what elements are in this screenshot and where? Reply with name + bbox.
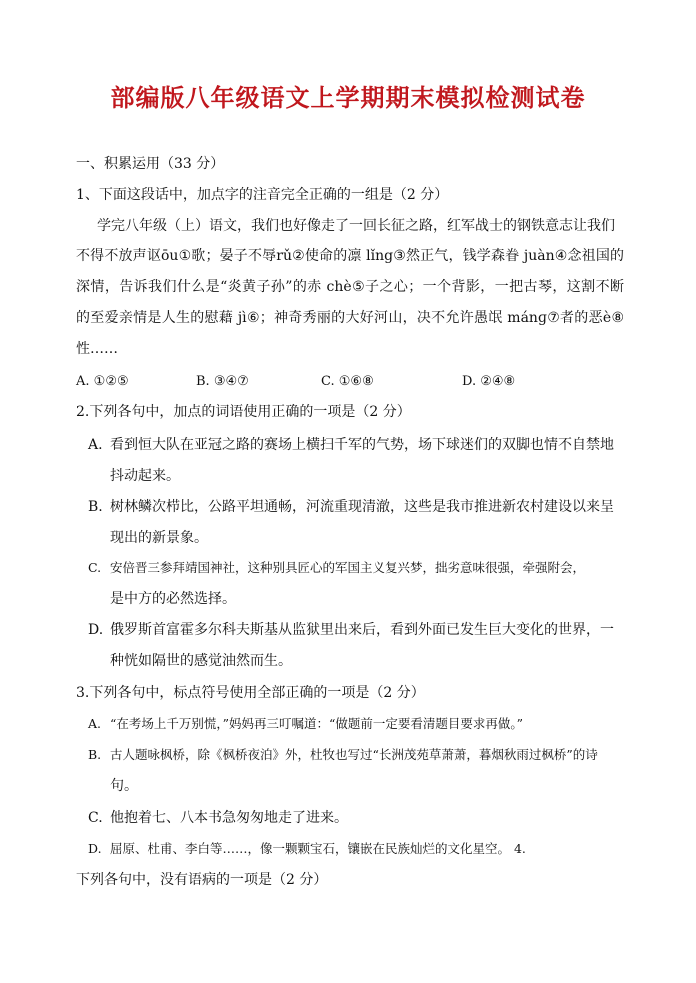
question-2-option-b-line: 现出的新景象。 — [110, 530, 208, 546]
question-1-passage-line: 不得不放声讴ōu①歌；晏子不辱rǔ②使命的凛 lǐng③然正气，钱学森眷 juàn④念祖国的 — [76, 248, 624, 264]
choice-value: ①⑥⑧ — [338, 374, 374, 389]
choice-label: B. — [196, 374, 210, 389]
question-3-option-b-line: 古人题咏枫桥，除《枫桥夜泊》外，杜牧也写过“长洲茂苑草萧萧，暮烟秋雨过枫桥”的诗 — [110, 747, 598, 762]
question-1-choice-c — [321, 372, 374, 392]
choice-label: D. — [462, 374, 477, 389]
question-1-passage-line: 深情，告诉我们什么是“炎黄子孙”的赤 chè⑤子之心；一个背影，一把古琴，这割不断 — [76, 279, 624, 295]
question-4-stem: 下列各句中，没有语病的一项是（2 分） — [76, 872, 328, 888]
choice-label: A. — [76, 374, 90, 389]
question-3-option-a-label: A. — [88, 716, 102, 731]
question-2-option-c-line: 安倍晋三参拜靖国神社，这种别具匠心的军国主义复兴梦，拙劣意味很强，牵强附会， — [110, 560, 586, 575]
question-1-choice-b — [196, 372, 249, 392]
question-2-option-a-line: 抖动起来。 — [110, 468, 180, 484]
question-3-option-d-label: D. — [88, 841, 102, 856]
document-title: 部编版八年级语文上学期期末模拟检测试卷 — [110, 84, 586, 112]
question-3-option-d-line: 屈原、杜甫、李白等……，像一颗颗宝石，镶嵌在民族灿烂的文化星空。 4. — [110, 841, 526, 856]
question-2-option-c-label: C. — [88, 560, 102, 575]
question-1-passage-line: 的至爱亲情是人生的慰藉 jì⑥；神奇秀丽的大好河山，决不允许愚氓 mánɡ⑦者的恶è⑧ — [76, 310, 624, 326]
question-1-stem: 1、下面这段话中，加点字的注音完全正确的一组是（2 分） — [76, 187, 449, 203]
question-1-choice-a — [76, 372, 129, 392]
question-2-option-d-line: 种恍如隔世的感觉油然而生。 — [110, 653, 292, 669]
question-2-option-d-line: 俄罗斯首富霍多尔科夫斯基从监狱里出来后，看到外面已发生巨大变化的世界，一 — [110, 622, 614, 638]
choice-label: C. — [321, 374, 335, 389]
question-3-option-b-line: 句。 — [110, 778, 138, 794]
question-3-option-c-line: 他抱着七、八本书急匆匆地走了进来。 — [110, 810, 348, 826]
question-1-choice-d — [462, 372, 515, 392]
question-2-option-b-label: B. — [88, 499, 103, 515]
question-2-option-a-label: A. — [88, 437, 103, 453]
section-heading: 一、积累运用（33 分） — [76, 156, 225, 172]
choice-value: ③④⑦ — [213, 374, 249, 389]
question-2-option-a-line: 看到恒大队在亚冠之路的赛场上横扫千军的气势，场下球迷们的双脚也情不自禁地 — [110, 437, 614, 453]
choice-value: ①②⑤ — [93, 374, 129, 389]
question-3-option-c-label: C. — [88, 810, 103, 826]
choice-value: ②④⑧ — [480, 374, 516, 389]
question-1-passage-line: 性…… — [76, 341, 118, 357]
question-1-passage-line: 学完八年级（上）语文，我们也好像走了一回长征之路，红军战士的钢铁意志让我们 — [97, 218, 615, 234]
question-2-option-d-label: D. — [88, 622, 104, 638]
question-3-stem: 3.下列各句中，标点符号使用全部正确的一项是（2 分） — [76, 685, 425, 701]
question-2-option-c-line: 是中方的必然选择。 — [110, 591, 236, 607]
question-2-option-b-line: 树林鳞次栉比，公路平坦通畅，河流重现清澈，这些是我市推进新农村建设以来呈 — [110, 499, 614, 515]
question-3-option-a-line: “在考场上千万别慌，”妈妈再三叮嘱道：“做题前一定要看清题目要求再做。” — [110, 716, 524, 731]
question-2-stem: 2.下列各句中，加点的词语使用正确的一项是（2 分） — [76, 404, 411, 420]
question-3-option-b-label: B. — [88, 747, 102, 762]
